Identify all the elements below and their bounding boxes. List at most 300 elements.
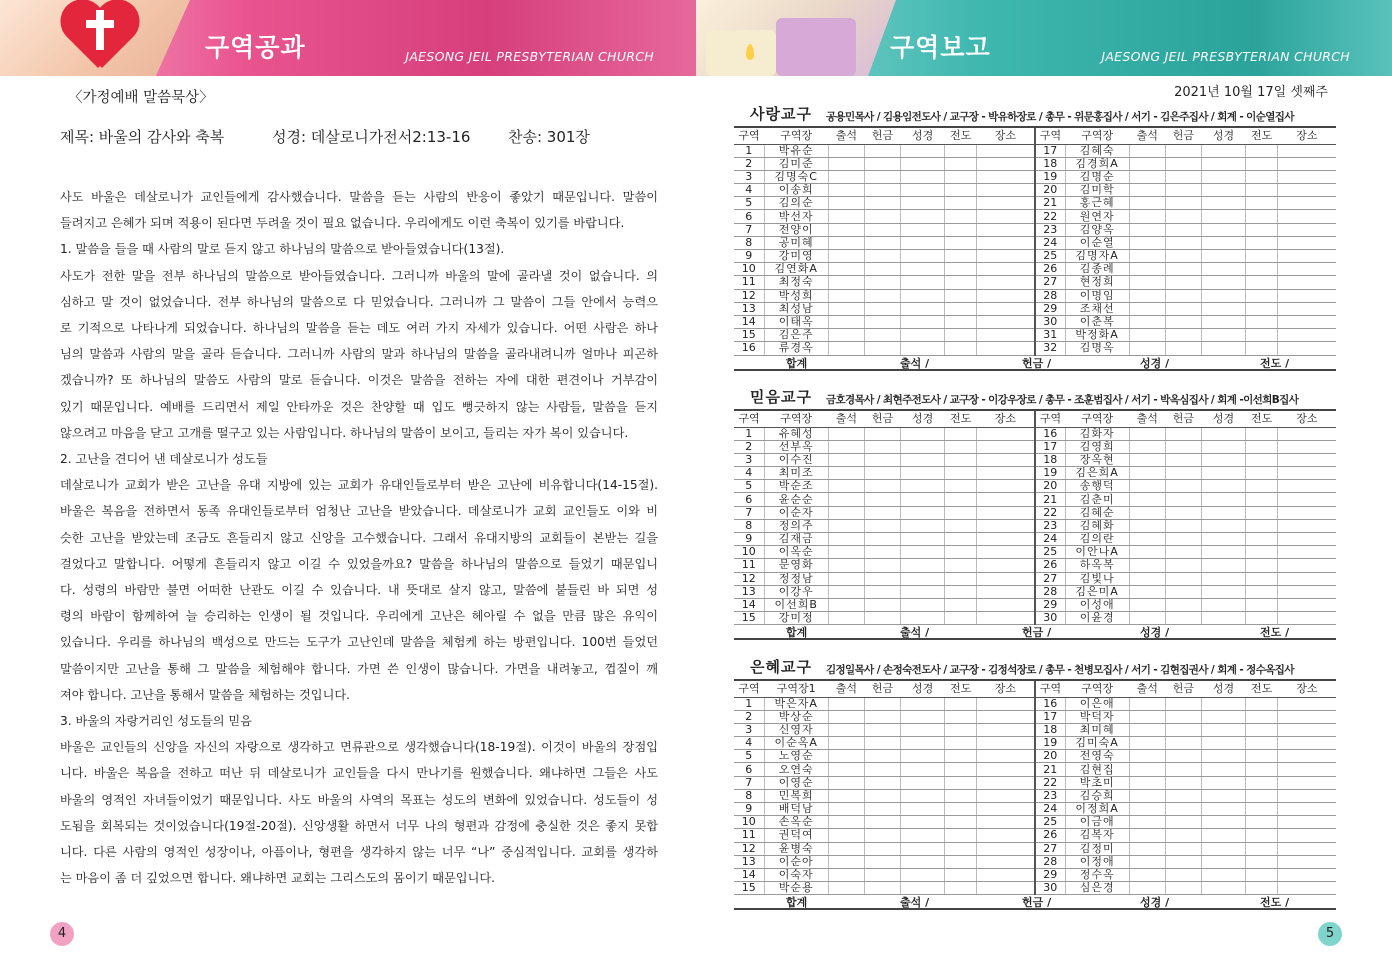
entry-cell[interactable] bbox=[977, 276, 1035, 289]
entry-cell[interactable] bbox=[864, 803, 900, 816]
entry-cell[interactable] bbox=[1246, 519, 1278, 532]
entry-cell[interactable] bbox=[1129, 750, 1165, 763]
entry-cell[interactable] bbox=[1201, 250, 1245, 263]
entry-cell[interactable] bbox=[1278, 315, 1336, 328]
entry-cell[interactable] bbox=[977, 236, 1035, 249]
entry-cell[interactable] bbox=[1246, 315, 1278, 328]
entry-cell[interactable] bbox=[1129, 315, 1165, 328]
entry-cell[interactable] bbox=[901, 750, 945, 763]
entry-cell[interactable] bbox=[945, 440, 977, 453]
entry-cell[interactable] bbox=[1278, 427, 1336, 440]
entry-cell[interactable] bbox=[1278, 170, 1336, 183]
entry-cell[interactable] bbox=[977, 842, 1035, 855]
entry-cell[interactable] bbox=[828, 697, 864, 710]
entry-cell[interactable] bbox=[1278, 697, 1336, 710]
entry-cell[interactable] bbox=[901, 533, 945, 546]
entry-cell[interactable] bbox=[977, 546, 1035, 559]
entry-cell[interactable] bbox=[1246, 789, 1278, 802]
entry-cell[interactable] bbox=[1129, 763, 1165, 776]
entry-cell[interactable] bbox=[1246, 329, 1278, 342]
entry-cell[interactable] bbox=[1201, 223, 1245, 236]
entry-cell[interactable] bbox=[864, 855, 900, 868]
entry-cell[interactable] bbox=[1278, 723, 1336, 736]
entry-cell[interactable] bbox=[864, 342, 900, 355]
entry-cell[interactable] bbox=[828, 453, 864, 466]
entry-cell[interactable] bbox=[828, 197, 864, 210]
entry-cell[interactable] bbox=[1201, 559, 1245, 572]
entry-cell[interactable] bbox=[1129, 263, 1165, 276]
entry-cell[interactable] bbox=[1129, 803, 1165, 816]
entry-cell[interactable] bbox=[1165, 533, 1201, 546]
entry-cell[interactable] bbox=[1165, 816, 1201, 829]
entry-cell[interactable] bbox=[901, 585, 945, 598]
entry-cell[interactable] bbox=[977, 723, 1035, 736]
entry-cell[interactable] bbox=[864, 585, 900, 598]
entry-cell[interactable] bbox=[1165, 697, 1201, 710]
entry-cell[interactable] bbox=[1201, 210, 1245, 223]
entry-cell[interactable] bbox=[1129, 829, 1165, 842]
entry-cell[interactable] bbox=[864, 144, 900, 157]
entry-cell[interactable] bbox=[1165, 170, 1201, 183]
entry-cell[interactable] bbox=[864, 467, 900, 480]
entry-cell[interactable] bbox=[1278, 440, 1336, 453]
entry-cell[interactable] bbox=[1129, 276, 1165, 289]
entry-cell[interactable] bbox=[977, 803, 1035, 816]
entry-cell[interactable] bbox=[901, 250, 945, 263]
entry-cell[interactable] bbox=[945, 816, 977, 829]
entry-cell[interactable] bbox=[1278, 289, 1336, 302]
entry-cell[interactable] bbox=[945, 236, 977, 249]
entry-cell[interactable] bbox=[1165, 710, 1201, 723]
entry-cell[interactable] bbox=[1246, 157, 1278, 170]
entry-cell[interactable] bbox=[1129, 480, 1165, 493]
entry-cell[interactable] bbox=[1129, 789, 1165, 802]
entry-cell[interactable] bbox=[828, 315, 864, 328]
entry-cell[interactable] bbox=[1278, 223, 1336, 236]
entry-cell[interactable] bbox=[901, 157, 945, 170]
entry-cell[interactable] bbox=[945, 763, 977, 776]
entry-cell[interactable] bbox=[945, 572, 977, 585]
entry-cell[interactable] bbox=[1278, 750, 1336, 763]
entry-cell[interactable] bbox=[1278, 263, 1336, 276]
entry-cell[interactable] bbox=[901, 710, 945, 723]
entry-cell[interactable] bbox=[828, 276, 864, 289]
entry-cell[interactable] bbox=[1201, 710, 1245, 723]
entry-cell[interactable] bbox=[901, 210, 945, 223]
entry-cell[interactable] bbox=[1129, 598, 1165, 611]
entry-cell[interactable] bbox=[864, 816, 900, 829]
entry-cell[interactable] bbox=[1246, 559, 1278, 572]
entry-cell[interactable] bbox=[1278, 467, 1336, 480]
entry-cell[interactable] bbox=[1201, 855, 1245, 868]
entry-cell[interactable] bbox=[977, 250, 1035, 263]
entry-cell[interactable] bbox=[1201, 612, 1245, 625]
entry-cell[interactable] bbox=[1165, 519, 1201, 532]
entry-cell[interactable] bbox=[864, 276, 900, 289]
entry-cell[interactable] bbox=[945, 197, 977, 210]
entry-cell[interactable] bbox=[864, 519, 900, 532]
entry-cell[interactable] bbox=[864, 289, 900, 302]
entry-cell[interactable] bbox=[977, 506, 1035, 519]
entry-cell[interactable] bbox=[945, 467, 977, 480]
entry-cell[interactable] bbox=[901, 197, 945, 210]
entry-cell[interactable] bbox=[1246, 493, 1278, 506]
entry-cell[interactable] bbox=[901, 842, 945, 855]
entry-cell[interactable] bbox=[1278, 453, 1336, 466]
entry-cell[interactable] bbox=[1278, 329, 1336, 342]
entry-cell[interactable] bbox=[1201, 789, 1245, 802]
entry-cell[interactable] bbox=[1165, 329, 1201, 342]
entry-cell[interactable] bbox=[1246, 572, 1278, 585]
entry-cell[interactable] bbox=[828, 480, 864, 493]
entry-cell[interactable] bbox=[1201, 723, 1245, 736]
entry-cell[interactable] bbox=[901, 723, 945, 736]
entry-cell[interactable] bbox=[1201, 453, 1245, 466]
entry-cell[interactable] bbox=[977, 750, 1035, 763]
entry-cell[interactable] bbox=[864, 559, 900, 572]
entry-cell[interactable] bbox=[1165, 250, 1201, 263]
entry-cell[interactable] bbox=[1278, 546, 1336, 559]
entry-cell[interactable] bbox=[1246, 776, 1278, 789]
entry-cell[interactable] bbox=[864, 427, 900, 440]
entry-cell[interactable] bbox=[901, 612, 945, 625]
entry-cell[interactable] bbox=[828, 329, 864, 342]
entry-cell[interactable] bbox=[828, 723, 864, 736]
entry-cell[interactable] bbox=[864, 329, 900, 342]
entry-cell[interactable] bbox=[828, 519, 864, 532]
entry-cell[interactable] bbox=[1165, 776, 1201, 789]
entry-cell[interactable] bbox=[1201, 750, 1245, 763]
entry-cell[interactable] bbox=[1165, 868, 1201, 881]
entry-cell[interactable] bbox=[1278, 710, 1336, 723]
entry-cell[interactable] bbox=[828, 533, 864, 546]
entry-cell[interactable] bbox=[1201, 440, 1245, 453]
entry-cell[interactable] bbox=[1165, 197, 1201, 210]
entry-cell[interactable] bbox=[1129, 197, 1165, 210]
entry-cell[interactable] bbox=[1246, 710, 1278, 723]
entry-cell[interactable] bbox=[901, 170, 945, 183]
entry-cell[interactable] bbox=[1165, 315, 1201, 328]
entry-cell[interactable] bbox=[1278, 236, 1336, 249]
entry-cell[interactable] bbox=[977, 585, 1035, 598]
entry-cell[interactable] bbox=[828, 263, 864, 276]
entry-cell[interactable] bbox=[901, 519, 945, 532]
entry-cell[interactable] bbox=[1278, 789, 1336, 802]
entry-cell[interactable] bbox=[1129, 184, 1165, 197]
entry-cell[interactable] bbox=[1246, 480, 1278, 493]
entry-cell[interactable] bbox=[1165, 612, 1201, 625]
entry-cell[interactable] bbox=[1278, 598, 1336, 611]
entry-cell[interactable] bbox=[1165, 585, 1201, 598]
entry-cell[interactable] bbox=[828, 868, 864, 881]
entry-cell[interactable] bbox=[977, 493, 1035, 506]
entry-cell[interactable] bbox=[828, 506, 864, 519]
entry-cell[interactable] bbox=[901, 789, 945, 802]
entry-cell[interactable] bbox=[864, 480, 900, 493]
entry-cell[interactable] bbox=[1129, 440, 1165, 453]
entry-cell[interactable] bbox=[1129, 157, 1165, 170]
entry-cell[interactable] bbox=[828, 789, 864, 802]
entry-cell[interactable] bbox=[1165, 829, 1201, 842]
entry-cell[interactable] bbox=[864, 572, 900, 585]
entry-cell[interactable] bbox=[977, 519, 1035, 532]
entry-cell[interactable] bbox=[1201, 585, 1245, 598]
entry-cell[interactable] bbox=[1201, 816, 1245, 829]
entry-cell[interactable] bbox=[1129, 329, 1165, 342]
entry-cell[interactable] bbox=[1165, 750, 1201, 763]
entry-cell[interactable] bbox=[1278, 519, 1336, 532]
entry-cell[interactable] bbox=[828, 236, 864, 249]
entry-cell[interactable] bbox=[1165, 342, 1201, 355]
entry-cell[interactable] bbox=[945, 506, 977, 519]
entry-cell[interactable] bbox=[1201, 697, 1245, 710]
entry-cell[interactable] bbox=[1165, 184, 1201, 197]
entry-cell[interactable] bbox=[828, 546, 864, 559]
entry-cell[interactable] bbox=[977, 816, 1035, 829]
entry-cell[interactable] bbox=[1201, 776, 1245, 789]
entry-cell[interactable] bbox=[1201, 157, 1245, 170]
entry-cell[interactable] bbox=[977, 427, 1035, 440]
entry-cell[interactable] bbox=[864, 546, 900, 559]
entry-cell[interactable] bbox=[1165, 723, 1201, 736]
entry-cell[interactable] bbox=[1165, 144, 1201, 157]
entry-cell[interactable] bbox=[1201, 519, 1245, 532]
entry-cell[interactable] bbox=[945, 210, 977, 223]
entry-cell[interactable] bbox=[945, 842, 977, 855]
entry-cell[interactable] bbox=[945, 598, 977, 611]
entry-cell[interactable] bbox=[828, 803, 864, 816]
entry-cell[interactable] bbox=[901, 855, 945, 868]
entry-cell[interactable] bbox=[828, 816, 864, 829]
entry-cell[interactable] bbox=[1129, 710, 1165, 723]
entry-cell[interactable] bbox=[1278, 816, 1336, 829]
entry-cell[interactable] bbox=[828, 882, 864, 895]
entry-cell[interactable] bbox=[945, 453, 977, 466]
entry-cell[interactable] bbox=[1278, 210, 1336, 223]
entry-cell[interactable] bbox=[1246, 546, 1278, 559]
entry-cell[interactable] bbox=[977, 197, 1035, 210]
entry-cell[interactable] bbox=[901, 776, 945, 789]
entry-cell[interactable] bbox=[1129, 519, 1165, 532]
entry-cell[interactable] bbox=[901, 467, 945, 480]
entry-cell[interactable] bbox=[901, 816, 945, 829]
entry-cell[interactable] bbox=[864, 710, 900, 723]
entry-cell[interactable] bbox=[901, 342, 945, 355]
entry-cell[interactable] bbox=[828, 572, 864, 585]
entry-cell[interactable] bbox=[945, 315, 977, 328]
entry-cell[interactable] bbox=[828, 302, 864, 315]
entry-cell[interactable] bbox=[828, 763, 864, 776]
entry-cell[interactable] bbox=[1165, 789, 1201, 802]
entry-cell[interactable] bbox=[1246, 737, 1278, 750]
entry-cell[interactable] bbox=[1165, 236, 1201, 249]
entry-cell[interactable] bbox=[1201, 302, 1245, 315]
entry-cell[interactable] bbox=[1246, 868, 1278, 881]
entry-cell[interactable] bbox=[1278, 342, 1336, 355]
entry-cell[interactable] bbox=[977, 467, 1035, 480]
entry-cell[interactable] bbox=[1165, 467, 1201, 480]
entry-cell[interactable] bbox=[945, 289, 977, 302]
entry-cell[interactable] bbox=[1165, 480, 1201, 493]
entry-cell[interactable] bbox=[901, 289, 945, 302]
entry-cell[interactable] bbox=[1201, 533, 1245, 546]
entry-cell[interactable] bbox=[1201, 144, 1245, 157]
entry-cell[interactable] bbox=[828, 842, 864, 855]
entry-cell[interactable] bbox=[1165, 263, 1201, 276]
entry-cell[interactable] bbox=[1165, 276, 1201, 289]
entry-cell[interactable] bbox=[945, 342, 977, 355]
entry-cell[interactable] bbox=[864, 789, 900, 802]
entry-cell[interactable] bbox=[864, 750, 900, 763]
entry-cell[interactable] bbox=[945, 868, 977, 881]
entry-cell[interactable] bbox=[977, 882, 1035, 895]
entry-cell[interactable] bbox=[1246, 170, 1278, 183]
entry-cell[interactable] bbox=[864, 170, 900, 183]
entry-cell[interactable] bbox=[977, 440, 1035, 453]
entry-cell[interactable] bbox=[1201, 598, 1245, 611]
entry-cell[interactable] bbox=[1165, 842, 1201, 855]
entry-cell[interactable] bbox=[828, 210, 864, 223]
entry-cell[interactable] bbox=[901, 263, 945, 276]
entry-cell[interactable] bbox=[977, 315, 1035, 328]
entry-cell[interactable] bbox=[828, 342, 864, 355]
entry-cell[interactable] bbox=[945, 585, 977, 598]
entry-cell[interactable] bbox=[1129, 342, 1165, 355]
entry-cell[interactable] bbox=[945, 329, 977, 342]
entry-cell[interactable] bbox=[901, 453, 945, 466]
entry-cell[interactable] bbox=[828, 289, 864, 302]
entry-cell[interactable] bbox=[828, 493, 864, 506]
entry-cell[interactable] bbox=[1129, 546, 1165, 559]
entry-cell[interactable] bbox=[1246, 533, 1278, 546]
entry-cell[interactable] bbox=[977, 263, 1035, 276]
entry-cell[interactable] bbox=[1246, 506, 1278, 519]
entry-cell[interactable] bbox=[901, 546, 945, 559]
entry-cell[interactable] bbox=[1246, 427, 1278, 440]
entry-cell[interactable] bbox=[828, 157, 864, 170]
entry-cell[interactable] bbox=[1278, 276, 1336, 289]
entry-cell[interactable] bbox=[1201, 737, 1245, 750]
entry-cell[interactable] bbox=[1165, 493, 1201, 506]
entry-cell[interactable] bbox=[901, 184, 945, 197]
entry-cell[interactable] bbox=[1246, 697, 1278, 710]
entry-cell[interactable] bbox=[1129, 493, 1165, 506]
entry-cell[interactable] bbox=[1278, 763, 1336, 776]
entry-cell[interactable] bbox=[1201, 506, 1245, 519]
entry-cell[interactable] bbox=[828, 144, 864, 157]
entry-cell[interactable] bbox=[901, 737, 945, 750]
entry-cell[interactable] bbox=[901, 315, 945, 328]
entry-cell[interactable] bbox=[945, 519, 977, 532]
entry-cell[interactable] bbox=[864, 723, 900, 736]
entry-cell[interactable] bbox=[945, 427, 977, 440]
entry-cell[interactable] bbox=[1165, 440, 1201, 453]
entry-cell[interactable] bbox=[864, 737, 900, 750]
entry-cell[interactable] bbox=[828, 559, 864, 572]
entry-cell[interactable] bbox=[1201, 868, 1245, 881]
entry-cell[interactable] bbox=[1129, 170, 1165, 183]
entry-cell[interactable] bbox=[864, 453, 900, 466]
entry-cell[interactable] bbox=[945, 789, 977, 802]
entry-cell[interactable] bbox=[1201, 829, 1245, 842]
entry-cell[interactable] bbox=[945, 737, 977, 750]
entry-cell[interactable] bbox=[1278, 868, 1336, 881]
entry-cell[interactable] bbox=[1201, 315, 1245, 328]
entry-cell[interactable] bbox=[1165, 803, 1201, 816]
entry-cell[interactable] bbox=[1201, 427, 1245, 440]
entry-cell[interactable] bbox=[1201, 546, 1245, 559]
entry-cell[interactable] bbox=[1246, 585, 1278, 598]
entry-cell[interactable] bbox=[1278, 829, 1336, 842]
entry-cell[interactable] bbox=[1201, 803, 1245, 816]
entry-cell[interactable] bbox=[1129, 697, 1165, 710]
entry-cell[interactable] bbox=[1129, 816, 1165, 829]
entry-cell[interactable] bbox=[1165, 302, 1201, 315]
entry-cell[interactable] bbox=[1246, 342, 1278, 355]
entry-cell[interactable] bbox=[977, 737, 1035, 750]
entry-cell[interactable] bbox=[1165, 598, 1201, 611]
entry-cell[interactable] bbox=[1165, 572, 1201, 585]
entry-cell[interactable] bbox=[864, 184, 900, 197]
entry-cell[interactable] bbox=[1129, 210, 1165, 223]
entry-cell[interactable] bbox=[901, 493, 945, 506]
entry-cell[interactable] bbox=[1129, 453, 1165, 466]
entry-cell[interactable] bbox=[977, 572, 1035, 585]
entry-cell[interactable] bbox=[945, 855, 977, 868]
entry-cell[interactable] bbox=[1246, 184, 1278, 197]
entry-cell[interactable] bbox=[1278, 250, 1336, 263]
entry-cell[interactable] bbox=[1129, 737, 1165, 750]
entry-cell[interactable] bbox=[1129, 776, 1165, 789]
entry-cell[interactable] bbox=[901, 559, 945, 572]
entry-cell[interactable] bbox=[828, 750, 864, 763]
entry-cell[interactable] bbox=[945, 776, 977, 789]
entry-cell[interactable] bbox=[1129, 868, 1165, 881]
entry-cell[interactable] bbox=[977, 289, 1035, 302]
entry-cell[interactable] bbox=[901, 427, 945, 440]
entry-cell[interactable] bbox=[864, 315, 900, 328]
entry-cell[interactable] bbox=[945, 276, 977, 289]
entry-cell[interactable] bbox=[1201, 184, 1245, 197]
entry-cell[interactable] bbox=[901, 223, 945, 236]
entry-cell[interactable] bbox=[901, 697, 945, 710]
entry-cell[interactable] bbox=[1246, 598, 1278, 611]
entry-cell[interactable] bbox=[1129, 533, 1165, 546]
entry-cell[interactable] bbox=[1278, 803, 1336, 816]
entry-cell[interactable] bbox=[977, 480, 1035, 493]
entry-cell[interactable] bbox=[977, 533, 1035, 546]
entry-cell[interactable] bbox=[977, 342, 1035, 355]
entry-cell[interactable] bbox=[1201, 493, 1245, 506]
entry-cell[interactable] bbox=[977, 170, 1035, 183]
entry-cell[interactable] bbox=[1165, 546, 1201, 559]
entry-cell[interactable] bbox=[864, 598, 900, 611]
entry-cell[interactable] bbox=[864, 236, 900, 249]
entry-cell[interactable] bbox=[864, 210, 900, 223]
entry-cell[interactable] bbox=[945, 250, 977, 263]
entry-cell[interactable] bbox=[977, 612, 1035, 625]
entry-cell[interactable] bbox=[1246, 803, 1278, 816]
entry-cell[interactable] bbox=[828, 737, 864, 750]
entry-cell[interactable] bbox=[864, 842, 900, 855]
entry-cell[interactable] bbox=[864, 493, 900, 506]
entry-cell[interactable] bbox=[864, 697, 900, 710]
entry-cell[interactable] bbox=[864, 612, 900, 625]
entry-cell[interactable] bbox=[1246, 842, 1278, 855]
entry-cell[interactable] bbox=[1246, 276, 1278, 289]
entry-cell[interactable] bbox=[901, 440, 945, 453]
entry-cell[interactable] bbox=[1165, 427, 1201, 440]
